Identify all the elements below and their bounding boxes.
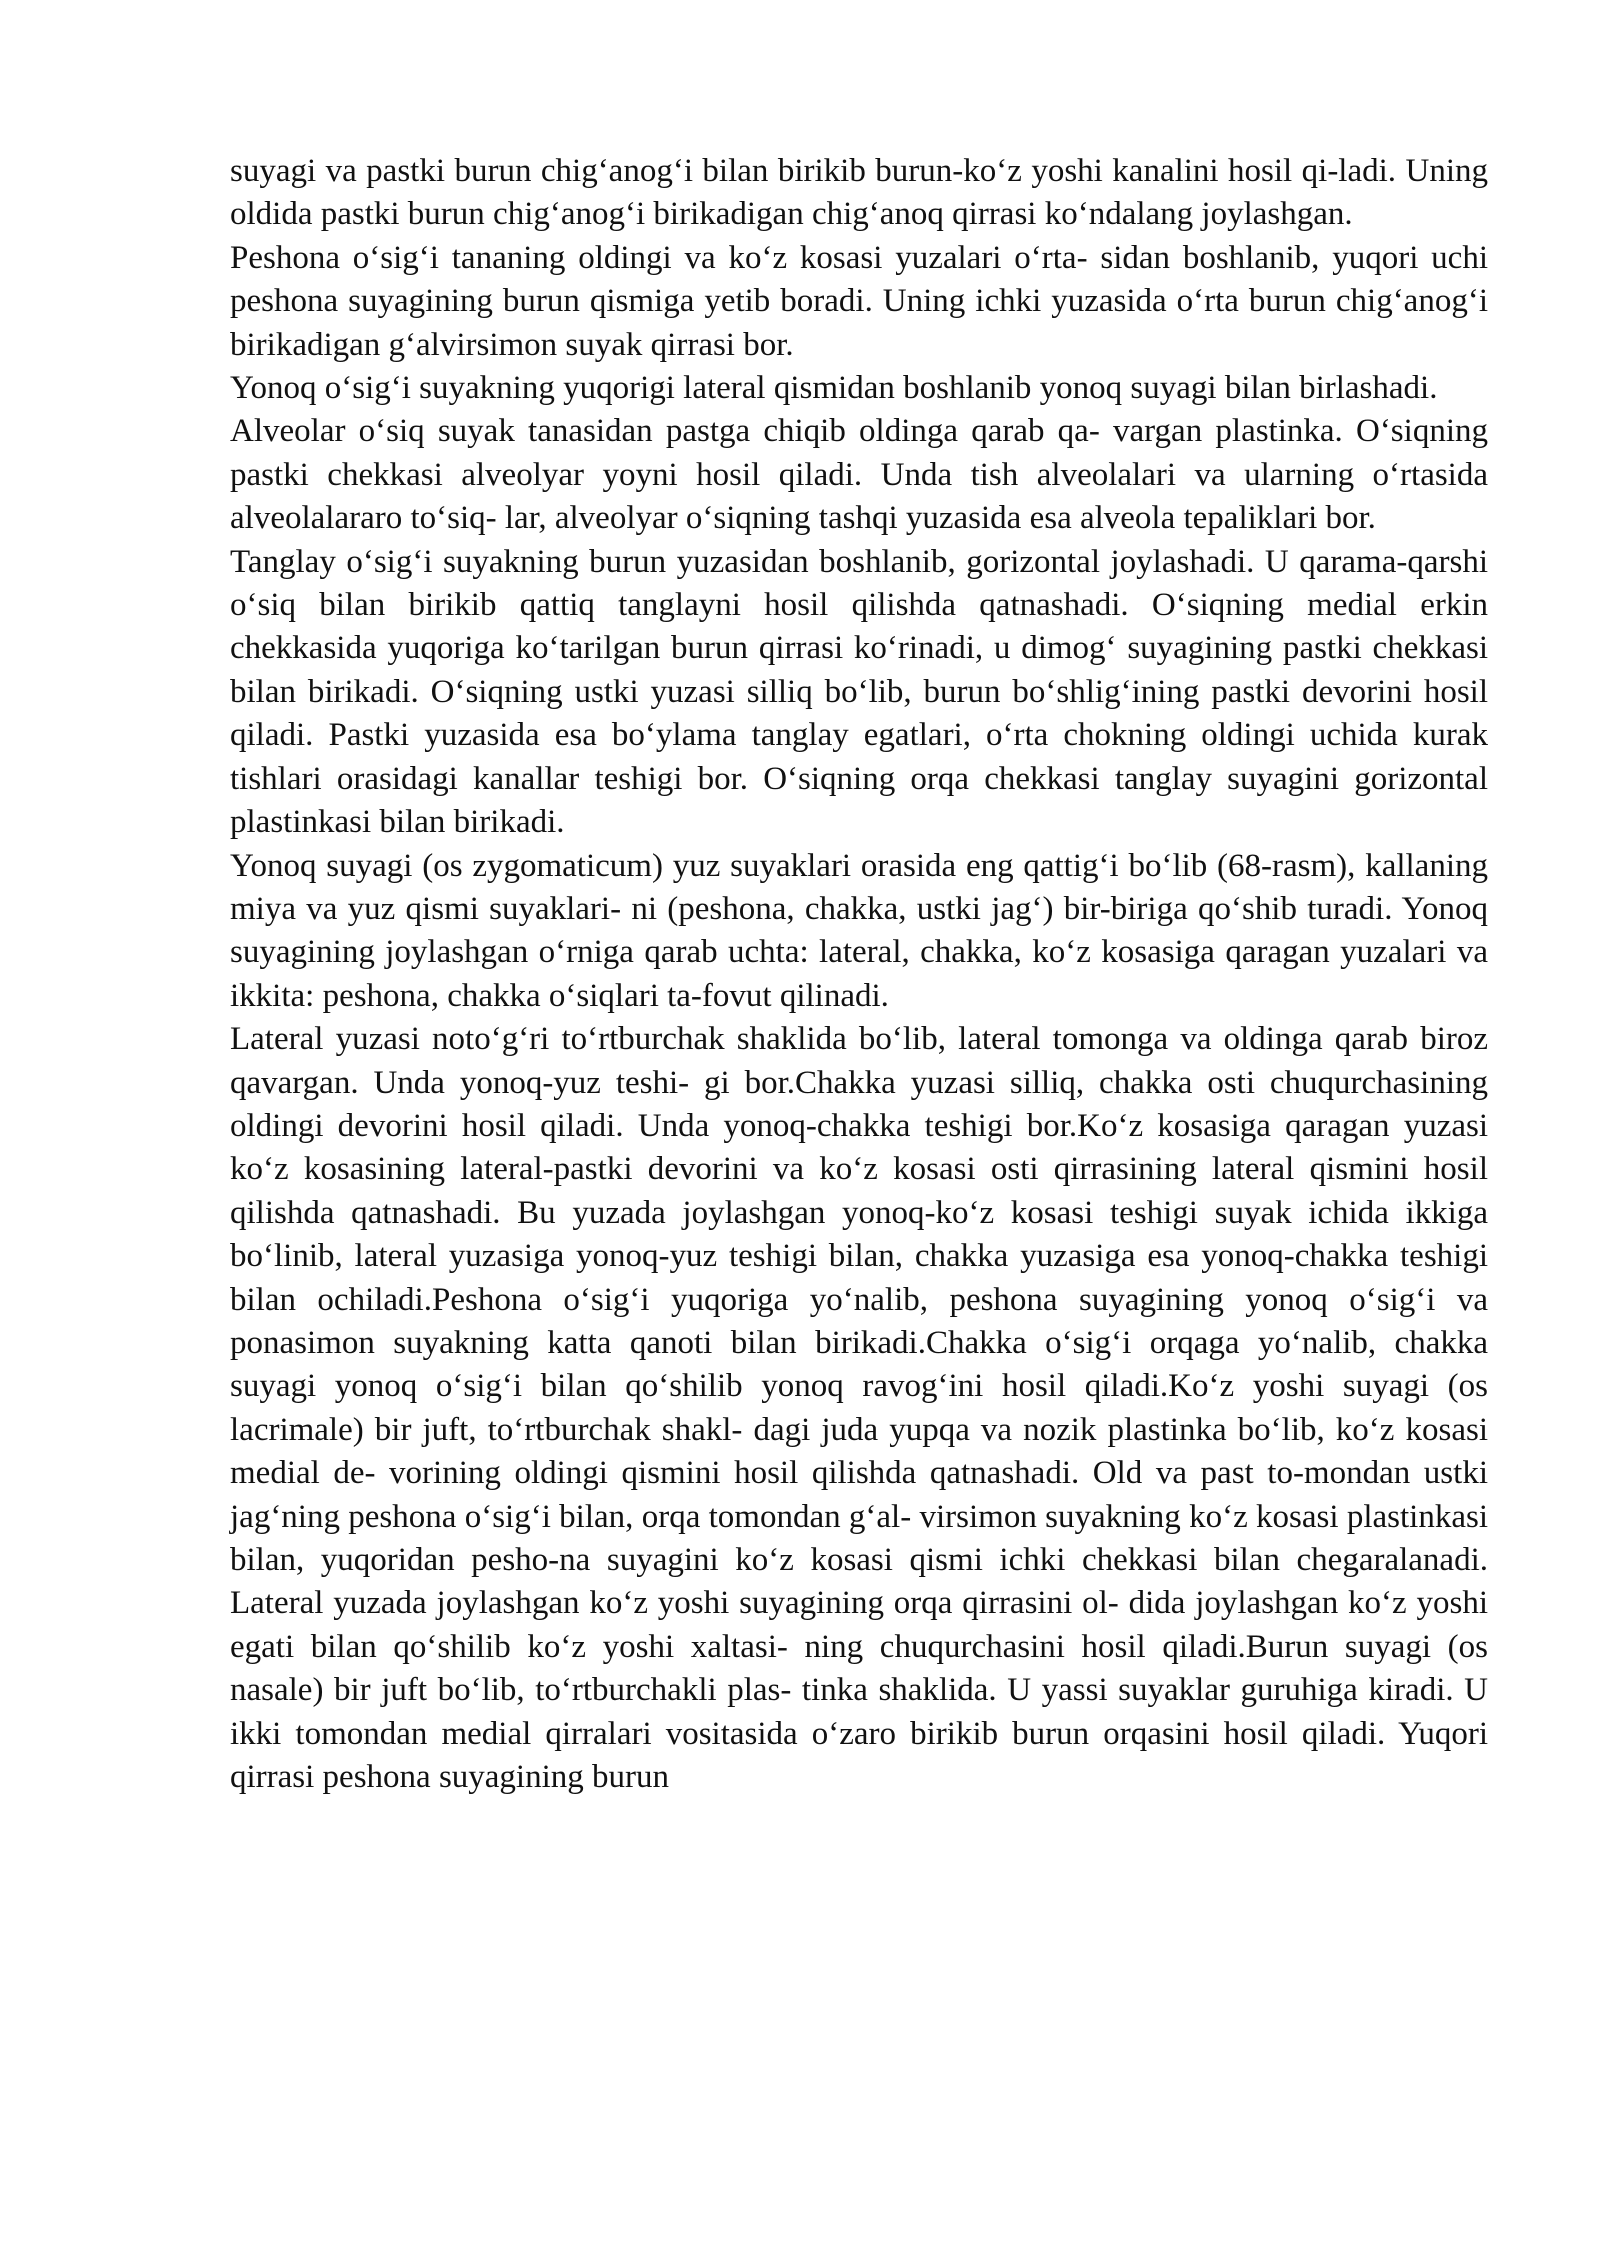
paragraph-nasolacrimal-canal: suyagi va pastki burun chig‘anog‘i bilan birikib burun-ko‘z yoshi kanalini hosil qi-ladi. Uning oldida pastki burun chig‘anog‘i birikadigan chig‘anoq qirrasi ko‘ndalang joylashgan. — [230, 153, 1488, 233]
paragraph-alveolar-process: Alveolar o‘siq suyak tanasidan pastga chiqib oldinga qarab qa- vargan plastinka. O‘siqning pastki chekkasi alveolyar yoyni hosil qiladi. Unda tish alveolalari va ularning o‘rtasida alveolalararo to‘siq- lar, alveolyar o‘siqning tashqi yuzasida esa alveola tepaliklari bor. — [230, 413, 1488, 537]
document-page — [230, 150, 1488, 1799]
paragraph-lateral-surface: Lateral yuzasi noto‘g‘ri to‘rtburchak shaklida bo‘lib, lateral tomonga va oldinga qarab biroz qavargan. Unda yonoq-yuz teshi- gi bor.Chakka yuzasi silliq, chakka osti chuqurchasining oldingi devorini hosil qiladi. Unda yonoq-chakka teshigi bor.Ko‘z kosasiga qaragan yuzasi ko‘z kosasining lateral-pastki devorini va ko‘z kosasi osti qirrasining lateral qismini hosil qilishda qatnashadi. Bu yuzada joylashgan yonoq-ko‘z kosasi teshigi suyak ichida ikkiga bo‘linib, lateral yuzasiga yonoq-yuz teshigi bilan, chakka yuzasiga esa yonoq-chakka teshigi bilan ochiladi.Peshona o‘sig‘i yuqoriga yo‘nalib, peshona suyagining yonoq o‘sig‘i va ponasimon suyakning katta qanoti bilan birikadi.Chakka o‘sig‘i orqaga yo‘nalib, chakka suyagi yonoq o‘sig‘i bilan qo‘shilib yonoq ravog‘ini hosil qiladi.Ko‘z yoshi suyagi (os lacrimale) bir juft, to‘rtburchak shakl- dagi juda yupqa va nozik plastinka bo‘lib, ko‘z kosasi medial de- vorining oldingi qismini hosil qilishda qatnashadi. Old va past to-mondan ustki jag‘ning peshona o‘sig‘i bilan, orqa tomondan g‘al- virsimon suyakning ko‘z kosasi plastinkasi bilan, yuqoridan pesho-na suyagini ko‘z kosasi qismi ichki chekkasi bilan chegaralanadi. Lateral yuzada joylashgan ko‘z yoshi suyagining orqa qirrasini ol- dida joylashgan ko‘z yoshi egati bilan qo‘shilib ko‘z yoshi xaltasi- ning chuqurchasini hosil qiladi.Burun suyagi (os nasale) bir juft bo‘lib, to‘rtburchakli plas- tinka shaklida. U yassi suyaklar guruhiga kiradi. U ikki tomondan medial qirralari vositasida o‘zaro birikib burun orqasini hosil qiladi. Yuqori qirrasi peshona suyagining burun — [230, 1021, 1488, 1796]
paragraph-palatine-process: Tanglay o‘sig‘i suyakning burun yuzasidan boshlanib, gorizontal joylashadi. U qarama-qarshi o‘siq bilan birikib qattiq tanglayni hosil qilishda qatnashadi. O‘siqning medial erkin chekkasida yuqoriga ko‘tarilgan burun qirrasi ko‘rinadi, u dimog‘ suyagining pastki chekkasi bilan birikadi. O‘siqning ustki yuzasi silliq bo‘lib, burun bo‘shlig‘ining pastki devorini hosil qiladi. Pastki yuzasida esa bo‘ylama tanglay egatlari, o‘rta chokning oldingi uchida kurak tishlari orasidagi kanallar teshigi bor. O‘siqning orqa chekkasi tanglay suyagini gorizontal plastinkasi bilan birikadi. — [230, 543, 1488, 841]
paragraph-zygomatic-process: Yonoq o‘sig‘i suyakning yuqorigi lateral qismidan boshlanib yonoq suyagi bilan birlashadi. — [230, 370, 1438, 407]
paragraph-frontal-process: Peshona o‘sig‘i tananing oldingi va ko‘z kosasi yuzalari o‘rta- sidan boshlanib, yuqori uchi peshona suyagining burun qismiga yetib boradi. Uning ichki yuzasida o‘rta burun chig‘anog‘i birikadigan g‘alvirsimon suyak qirrasi bor. — [230, 239, 1488, 363]
paragraph-zygomatic-bone: Yonoq suyagi (os zygomaticum) yuz suyaklari orasida eng qattig‘i bo‘lib (68-rasm), kallaning miya va yuz qismi suyaklari- ni (peshona, chakka, ustki jag‘) bir-biriga qo‘shib turadi. Yonoq suyagining joylashgan o‘rniga qarab uchta: lateral, chakka, ko‘z kosasiga qaragan yuzalari va ikkita: peshona, chakka o‘siqlari ta-fovut qilinadi. — [230, 847, 1488, 1014]
